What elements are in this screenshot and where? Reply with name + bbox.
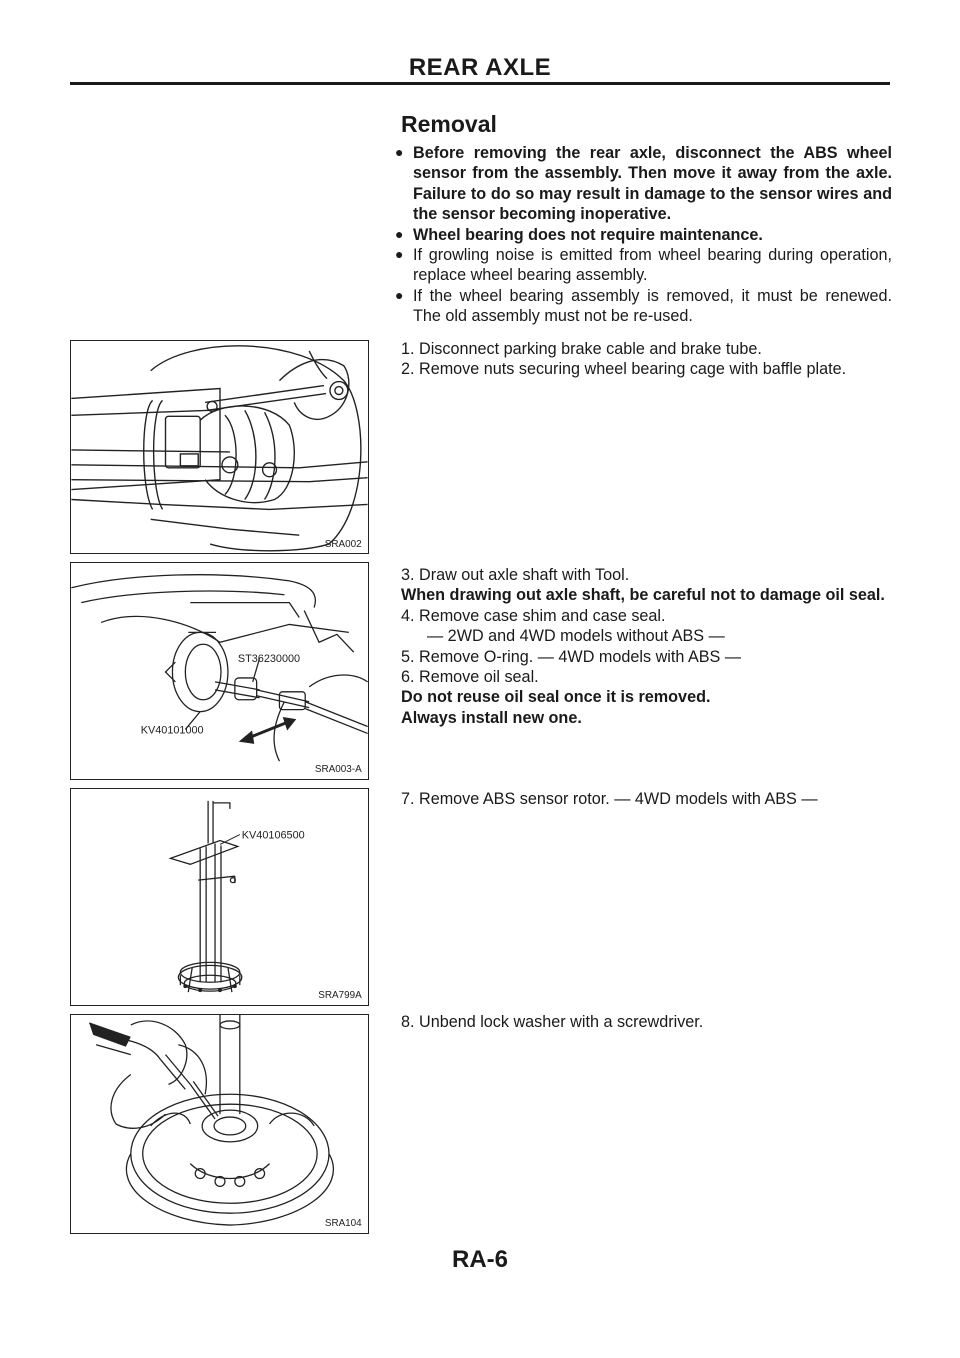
bullet-icon: ●: [395, 286, 404, 303]
figure-code: SRA104: [324, 1218, 362, 1230]
step-7-text: 7. Remove ABS sensor rotor. — 4WD models with ABS —: [401, 790, 818, 808]
figure-code: SRA003-A: [314, 764, 362, 776]
note-text: If growling noise is emitted from wheel bearing during operation, replace wheel bearing assembly.: [413, 246, 892, 285]
step-7: [401, 789, 893, 809]
steps-3-6: [401, 565, 893, 728]
step-4: 4. Remove case shim and case seal.: [401, 606, 666, 625]
figure-sra104: [70, 1014, 369, 1234]
figure-illustration: [71, 789, 368, 1005]
figure-code: SRA002: [324, 539, 362, 551]
tool-label-kv40101000: KV40101000: [140, 724, 204, 737]
figure-sra002: [70, 340, 369, 554]
figure-code: SRA799A: [318, 990, 362, 1002]
header-rule: [70, 82, 890, 85]
figure-illustration: [71, 1015, 368, 1233]
bullet-icon: ●: [395, 144, 404, 160]
caution-new: Always install new one.: [401, 708, 582, 727]
page-number: RA-6: [451, 1246, 508, 1273]
step-6: 6. Remove oil seal.: [401, 668, 539, 687]
figure-sra799a: [70, 788, 369, 1006]
note-item: [395, 143, 892, 225]
step-3: 3. Draw out axle shaft with Tool.: [401, 566, 630, 584]
note-item: [395, 286, 892, 327]
note-text: If the wheel bearing assembly is removed, it must be renewed. The old assembly must not be re-used.: [413, 286, 892, 326]
step-1: 1. Disconnect parking brake cable and brake tube.: [401, 340, 762, 358]
bullet-icon: ●: [395, 225, 404, 242]
step-5: 5. Remove O-ring. — 4WD models with ABS —: [401, 647, 742, 666]
steps-1-2: [401, 339, 893, 380]
removal-notes-list: [395, 143, 892, 327]
note-text: Wheel bearing does not require maintenance.: [413, 225, 763, 244]
figure-sra003-a: [70, 562, 369, 780]
note-text: Before removing the rear axle, disconnect the ABS wheel sensor from the assembly. Then move it away from the axle. Failure to do so may result in damage to the sensor wires and the sensor becoming inoperative.: [413, 144, 892, 224]
section-title: Removal: [401, 111, 497, 137]
step-8-text: 8. Unbend lock washer with a screwdriver.: [401, 1013, 704, 1031]
step-8: [401, 1012, 893, 1032]
note-item: [395, 245, 892, 286]
step-4-condition: — 2WD and 4WD models without ABS —: [427, 627, 725, 646]
figure-illustration: [71, 563, 368, 779]
caution-oil-seal: When drawing out axle shaft, be careful not to damage oil seal.: [401, 586, 885, 605]
page-header-title: REAR AXLE: [408, 54, 552, 81]
tool-label-kv40106500: KV40106500: [241, 829, 305, 842]
figure-illustration: [71, 341, 368, 553]
step-2: 2. Remove nuts securing wheel bearing cage with baffle plate.: [401, 360, 847, 379]
bullet-icon: ●: [395, 246, 404, 263]
caution-reuse: Do not reuse oil seal once it is removed.: [401, 688, 711, 707]
note-item: [395, 225, 892, 245]
tool-label-st36230000: ST36230000: [237, 653, 301, 666]
